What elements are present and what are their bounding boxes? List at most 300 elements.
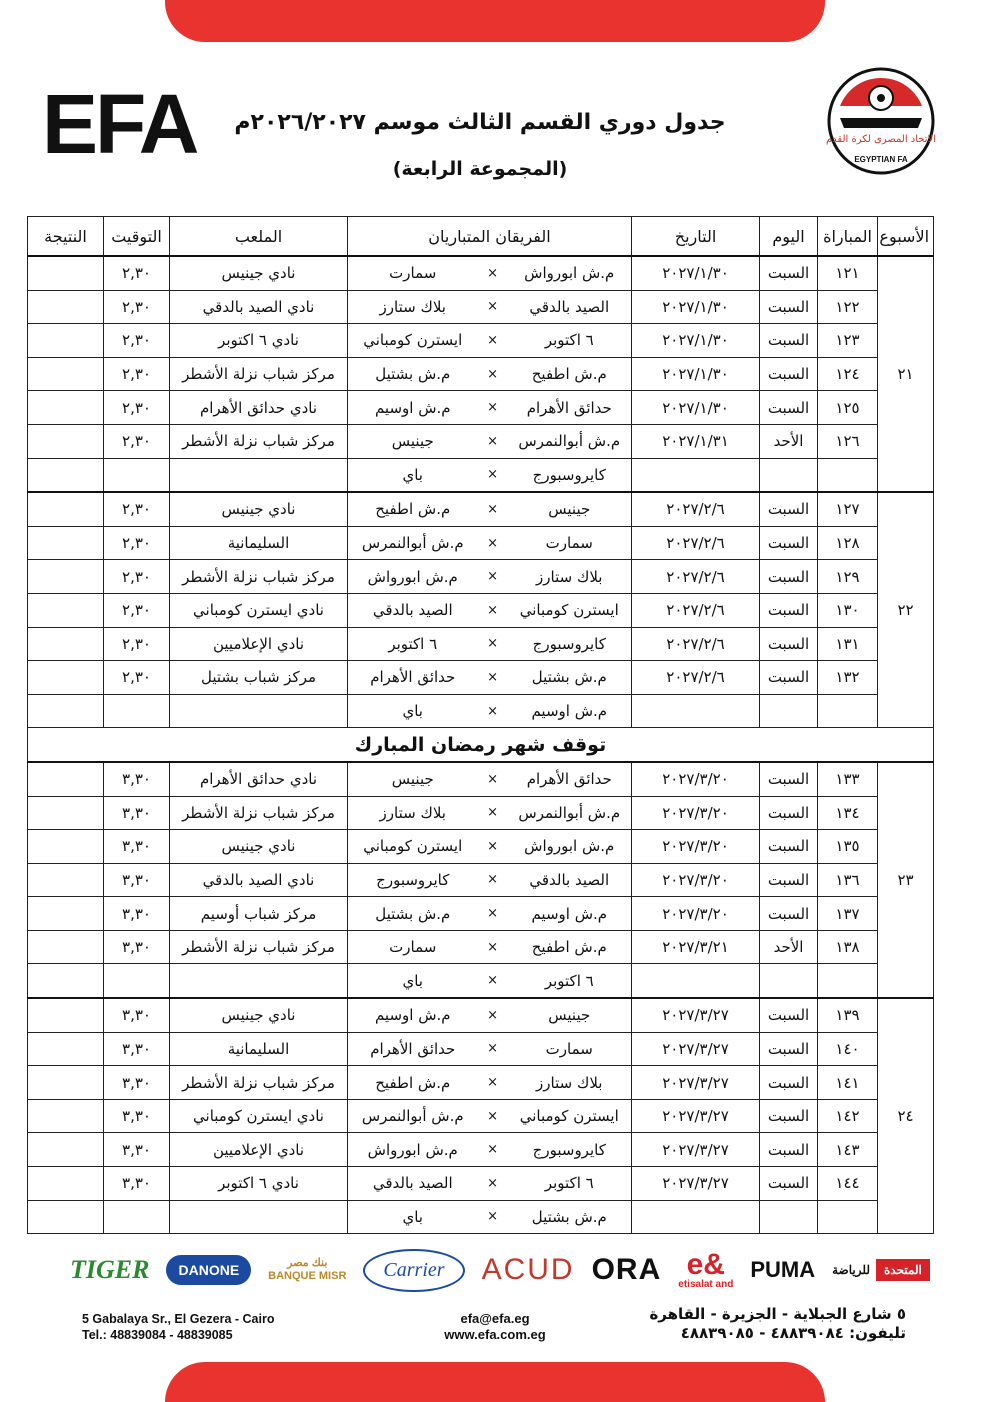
banque-misr-en: BANQUE MISR — [268, 1270, 347, 1282]
stadium-cell: السليمانية — [170, 526, 348, 560]
stadium-cell: مركز شباب أوسيم — [170, 897, 348, 931]
time-cell: ٣,٣٠ — [104, 1066, 170, 1100]
time-cell — [104, 694, 170, 728]
fixture-row — [28, 830, 934, 864]
day-cell: السبت — [760, 290, 818, 324]
vs-sign: × — [478, 998, 508, 1032]
date-cell: ٢٠٢٧/١/٣٠ — [632, 357, 760, 391]
result-cell — [28, 290, 104, 324]
time-cell: ٢,٣٠ — [104, 391, 170, 425]
day-cell: السبت — [760, 1167, 818, 1201]
match-number: ١٢١ — [818, 256, 878, 290]
time-cell: ٢,٣٠ — [104, 593, 170, 627]
team-b: الصيد بالدقي — [348, 593, 478, 627]
match-number: ١٤٠ — [818, 1032, 878, 1066]
team-a: جينيس — [508, 998, 632, 1032]
team-b: باي — [348, 964, 478, 998]
time-cell: ٢,٣٠ — [104, 424, 170, 458]
match-number: ١٣٣ — [818, 762, 878, 796]
team-b: م.ش اوسيم — [348, 998, 478, 1032]
time-cell: ٢,٣٠ — [104, 526, 170, 560]
day-cell: السبت — [760, 1099, 818, 1133]
time-cell: ٢,٣٠ — [104, 560, 170, 594]
mottahida-logo — [832, 1263, 930, 1277]
tiger-logo: TIGER — [70, 1255, 150, 1284]
footer-address-en — [82, 1311, 274, 1343]
result-cell — [28, 863, 104, 897]
date-cell: ٢٠٢٧/١/٣٠ — [632, 256, 760, 290]
team-b: ايسترن كومباني — [348, 830, 478, 864]
fixture-row — [28, 1167, 934, 1201]
puma-logo: PUMA — [750, 1257, 816, 1282]
vs-sign: × — [478, 694, 508, 728]
result-cell — [28, 1066, 104, 1100]
stadium-cell: مركز شباب نزلة الأشطر — [170, 357, 348, 391]
date-cell: ٢٠٢٧/١/٣٠ — [632, 391, 760, 425]
stadium-cell: مركز شباب نزلة الأشطر — [170, 1066, 348, 1100]
date-cell — [632, 1200, 760, 1234]
header-teams: الفريقان المتباريان — [348, 217, 632, 257]
vs-sign: × — [478, 256, 508, 290]
result-cell — [28, 762, 104, 796]
team-b: بلاك ستارز — [348, 796, 478, 830]
fixture-row — [28, 964, 934, 998]
email-link[interactable]: efa@efa.eg — [460, 1311, 530, 1326]
vs-sign: × — [478, 863, 508, 897]
team-a: حدائق الأهرام — [508, 762, 632, 796]
day-cell: السبت — [760, 391, 818, 425]
time-cell: ٣,٣٠ — [104, 998, 170, 1032]
stadium-cell: نادي جينيس — [170, 830, 348, 864]
time-cell — [104, 964, 170, 998]
top-decorative-bar — [165, 0, 825, 42]
result-cell — [28, 593, 104, 627]
fixtures-body — [28, 256, 934, 1234]
day-cell: السبت — [760, 256, 818, 290]
vs-sign: × — [478, 324, 508, 358]
day-cell: السبت — [760, 357, 818, 391]
team-a: بلاك ستارز — [508, 560, 632, 594]
time-cell: ٢,٣٠ — [104, 492, 170, 526]
team-a: الصيد بالدقي — [508, 863, 632, 897]
team-b: سمارت — [348, 930, 478, 964]
stadium-cell — [170, 1200, 348, 1234]
day-cell: السبت — [760, 1066, 818, 1100]
date-cell: ٢٠٢٧/٣/٢٧ — [632, 1167, 760, 1201]
result-cell — [28, 424, 104, 458]
result-cell — [28, 391, 104, 425]
tel-ar: تليفون: ٤٨٨٣٩٠٨٤ - ٤٨٨٣٩٠٨٥ — [680, 1324, 906, 1342]
team-a: م.ش اطفيح — [508, 930, 632, 964]
header-week: الأسبوع — [878, 217, 934, 257]
team-b: حدائق الأهرام — [348, 1032, 478, 1066]
emblem-text-en: EGYPTIAN FA — [854, 155, 908, 164]
date-cell: ٢٠٢٧/٣/٢٧ — [632, 1066, 760, 1100]
team-b: م.ش أبوالنمرس — [348, 526, 478, 560]
stadium-cell: نادي الإعلاميين — [170, 627, 348, 661]
stadium-cell: نادي جينيس — [170, 998, 348, 1032]
result-cell — [28, 1032, 104, 1066]
fixture-row — [28, 1032, 934, 1066]
day-cell — [760, 1200, 818, 1234]
date-cell: ٢٠٢٧/١/٣٠ — [632, 290, 760, 324]
vs-sign: × — [478, 424, 508, 458]
result-cell — [28, 661, 104, 695]
team-a: م.ش ابورواش — [508, 830, 632, 864]
stadium-cell: مركز شباب نزلة الأشطر — [170, 560, 348, 594]
result-cell — [28, 627, 104, 661]
stadium-cell: نادي ٦ اكتوبر — [170, 324, 348, 358]
team-b: جينيس — [348, 424, 478, 458]
team-a: سمارت — [508, 1032, 632, 1066]
day-cell: السبت — [760, 324, 818, 358]
match-number: ١٤٣ — [818, 1133, 878, 1167]
fixture-row — [28, 1066, 934, 1100]
day-cell: السبت — [760, 796, 818, 830]
result-cell — [28, 324, 104, 358]
match-number: ١٢٧ — [818, 492, 878, 526]
day-cell — [760, 964, 818, 998]
day-cell — [760, 458, 818, 492]
time-cell: ٢,٣٠ — [104, 324, 170, 358]
team-a: ٦ اكتوبر — [508, 964, 632, 998]
stadium-cell: نادي ٦ اكتوبر — [170, 1167, 348, 1201]
day-cell: الأحد — [760, 424, 818, 458]
team-a: كايروسبورج — [508, 1133, 632, 1167]
date-cell: ٢٠٢٧/٣/٢٠ — [632, 897, 760, 931]
day-cell: السبت — [760, 627, 818, 661]
stadium-cell — [170, 458, 348, 492]
stadium-cell: نادي الصيد بالدقي — [170, 290, 348, 324]
day-cell: السبت — [760, 830, 818, 864]
vs-sign: × — [478, 1133, 508, 1167]
fixture-row — [28, 762, 934, 796]
time-cell: ٣,٣٠ — [104, 1167, 170, 1201]
stadium-cell: نادي الصيد بالدقي — [170, 863, 348, 897]
day-cell — [760, 694, 818, 728]
stadium-cell: نادي ايسترن كومباني — [170, 1099, 348, 1133]
stadium-cell: مركز شباب نزلة الأشطر — [170, 796, 348, 830]
vs-sign: × — [478, 1200, 508, 1234]
fixture-row — [28, 863, 934, 897]
fixture-row — [28, 391, 934, 425]
match-number — [818, 964, 878, 998]
team-b: بلاك ستارز — [348, 290, 478, 324]
match-number: ١٣٤ — [818, 796, 878, 830]
team-a: م.ش أبوالنمرس — [508, 424, 632, 458]
week-cell: ٢٤ — [878, 998, 934, 1234]
header-day: اليوم — [760, 217, 818, 257]
mottahida-text: للرياضة — [832, 1263, 870, 1277]
match-number: ١٤٤ — [818, 1167, 878, 1201]
team-b: جينيس — [348, 762, 478, 796]
address-ar: ٥ شارع الجبلاية - الجزيرة - القاهرة — [649, 1305, 906, 1323]
vs-sign: × — [478, 1099, 508, 1133]
vs-sign: × — [478, 661, 508, 695]
time-cell — [104, 458, 170, 492]
time-cell: ٢,٣٠ — [104, 661, 170, 695]
vs-sign: × — [478, 391, 508, 425]
day-cell: السبت — [760, 1133, 818, 1167]
day-cell: السبت — [760, 762, 818, 796]
fixtures-table — [27, 216, 934, 1234]
vs-sign: × — [478, 526, 508, 560]
header-time: التوقيت — [104, 217, 170, 257]
team-b: سمارت — [348, 256, 478, 290]
match-number: ١٢٦ — [818, 424, 878, 458]
day-cell: السبت — [760, 1032, 818, 1066]
result-cell — [28, 998, 104, 1032]
team-b: باي — [348, 1200, 478, 1234]
result-cell — [28, 1167, 104, 1201]
team-a: بلاك ستارز — [508, 1066, 632, 1100]
team-b: م.ش ابورواش — [348, 560, 478, 594]
time-cell: ٣,٣٠ — [104, 830, 170, 864]
match-number: ١٢٢ — [818, 290, 878, 324]
fixture-row — [28, 930, 934, 964]
vs-sign: × — [478, 930, 508, 964]
date-cell: ٢٠٢٧/٢/٦ — [632, 661, 760, 695]
date-cell: ٢٠٢٧/٣/٢٧ — [632, 1099, 760, 1133]
team-a: م.ش بشتيل — [508, 1200, 632, 1234]
danone-logo: DANONE — [166, 1255, 251, 1285]
team-a: ٦ اكتوبر — [508, 1167, 632, 1201]
time-cell: ٣,٣٠ — [104, 1133, 170, 1167]
footer-address-ar — [649, 1305, 906, 1343]
vs-sign: × — [478, 830, 508, 864]
time-cell — [104, 1200, 170, 1234]
team-b: باي — [348, 694, 478, 728]
vs-sign: × — [478, 897, 508, 931]
date-cell: ٢٠٢٧/٢/٦ — [632, 560, 760, 594]
stadium-cell: نادي حدائق الأهرام — [170, 762, 348, 796]
date-cell: ٢٠٢٧/٢/٦ — [632, 492, 760, 526]
team-b: الصيد بالدقي — [348, 1167, 478, 1201]
vs-sign: × — [478, 1032, 508, 1066]
fixture-row — [28, 796, 934, 830]
day-cell: السبت — [760, 560, 818, 594]
fixture-row — [28, 661, 934, 695]
result-cell — [28, 830, 104, 864]
footer-contact — [430, 1311, 560, 1343]
date-cell: ٢٠٢٧/٣/٢٧ — [632, 1032, 760, 1066]
vs-sign: × — [478, 1167, 508, 1201]
header-result: النتيجة — [28, 217, 104, 257]
result-cell — [28, 897, 104, 931]
result-cell — [28, 694, 104, 728]
fixture-row — [28, 897, 934, 931]
team-b: باي — [348, 458, 478, 492]
team-a: م.ش ابورواش — [508, 256, 632, 290]
team-a: ايسترن كومباني — [508, 1099, 632, 1133]
match-number: ١٢٩ — [818, 560, 878, 594]
day-cell: السبت — [760, 526, 818, 560]
egyptian-fa-emblem — [826, 66, 936, 176]
team-a: م.ش اوسيم — [508, 897, 632, 931]
stadium-cell: نادي حدائق الأهرام — [170, 391, 348, 425]
match-number: ١٣٢ — [818, 661, 878, 695]
team-b: م.ش أبوالنمرس — [348, 1099, 478, 1133]
time-cell: ٣,٣٠ — [104, 762, 170, 796]
result-cell — [28, 964, 104, 998]
week-cell: ٢١ — [878, 256, 934, 492]
eand-mark: e& — [686, 1248, 725, 1281]
table-header-row — [28, 217, 934, 257]
vs-sign: × — [478, 1066, 508, 1100]
banque-misr-logo — [268, 1257, 346, 1283]
stadium-cell: نادي ايسترن كومباني — [170, 593, 348, 627]
stadium-cell: نادي جينيس — [170, 492, 348, 526]
result-cell — [28, 1099, 104, 1133]
team-b: م.ش بشتيل — [348, 357, 478, 391]
fixture-row — [28, 627, 934, 661]
page-title: جدول دوري القسم الثالث موسم ٢٠٢٦/٢٠٢٧م — [234, 110, 726, 135]
eand-text: etisalat and — [678, 1279, 734, 1290]
date-cell: ٢٠٢٧/٣/٢٠ — [632, 830, 760, 864]
vs-sign: × — [478, 964, 508, 998]
mottahida-red-label: المتحدة — [876, 1259, 930, 1281]
match-number — [818, 458, 878, 492]
result-cell — [28, 256, 104, 290]
stadium-cell — [170, 964, 348, 998]
date-cell: ٢٠٢٧/٣/٢٠ — [632, 762, 760, 796]
match-number: ١٤٢ — [818, 1099, 878, 1133]
efa-logo: EFA — [42, 77, 197, 171]
team-b: ايسترن كومباني — [348, 324, 478, 358]
time-cell: ٣,٣٠ — [104, 863, 170, 897]
day-cell: السبت — [760, 863, 818, 897]
result-cell — [28, 357, 104, 391]
team-b: م.ش اطفيح — [348, 1066, 478, 1100]
team-a: م.ش بشتيل — [508, 661, 632, 695]
stadium-cell: نادي جينيس — [170, 256, 348, 290]
vs-sign: × — [478, 492, 508, 526]
vs-sign: × — [478, 290, 508, 324]
fixture-row — [28, 424, 934, 458]
team-b: م.ش اوسيم — [348, 391, 478, 425]
stadium-cell: مركز شباب بشتيل — [170, 661, 348, 695]
team-a: م.ش أبوالنمرس — [508, 796, 632, 830]
result-cell — [28, 526, 104, 560]
stadium-cell: السليمانية — [170, 1032, 348, 1066]
time-cell: ٢,٣٠ — [104, 357, 170, 391]
date-cell: ٢٠٢٧/٢/٦ — [632, 627, 760, 661]
ramadan-break-label: توقف شهر رمضان المبارك — [28, 728, 934, 762]
day-cell: الأحد — [760, 930, 818, 964]
day-cell: السبت — [760, 998, 818, 1032]
date-cell — [632, 458, 760, 492]
team-b: حدائق الأهرام — [348, 661, 478, 695]
date-cell: ٢٠٢٧/٣/٢٠ — [632, 796, 760, 830]
match-number: ١٣٩ — [818, 998, 878, 1032]
time-cell: ٣,٣٠ — [104, 930, 170, 964]
time-cell: ٢,٣٠ — [104, 627, 170, 661]
team-a: م.ش اطفيح — [508, 357, 632, 391]
vs-sign: × — [478, 357, 508, 391]
vs-sign: × — [478, 762, 508, 796]
team-b: م.ش ابورواش — [348, 1133, 478, 1167]
date-cell: ٢٠٢٧/٣/٢١ — [632, 930, 760, 964]
date-cell: ٢٠٢٧/٣/٢٠ — [632, 863, 760, 897]
team-b: كايروسبورج — [348, 863, 478, 897]
match-number: ١٢٥ — [818, 391, 878, 425]
sponsors-strip — [70, 1245, 930, 1295]
fixture-row — [28, 324, 934, 358]
stadium-cell — [170, 694, 348, 728]
team-b: م.ش بشتيل — [348, 897, 478, 931]
match-number — [818, 1200, 878, 1234]
match-number: ١٣٠ — [818, 593, 878, 627]
result-cell — [28, 1133, 104, 1167]
team-a: ايسترن كومباني — [508, 593, 632, 627]
result-cell — [28, 560, 104, 594]
fixture-row — [28, 290, 934, 324]
match-number: ١٤١ — [818, 1066, 878, 1100]
acud-logo: ACUD — [481, 1253, 575, 1286]
date-cell: ٢٠٢٧/١/٣٠ — [632, 324, 760, 358]
fixture-row — [28, 694, 934, 728]
match-number: ١٢٣ — [818, 324, 878, 358]
team-a: م.ش اوسيم — [508, 694, 632, 728]
match-number: ١٣١ — [818, 627, 878, 661]
date-cell: ٢٠٢٧/٣/٢٧ — [632, 1133, 760, 1167]
time-cell: ٢,٣٠ — [104, 256, 170, 290]
page-subtitle: (المجموعة الرابعة) — [392, 158, 568, 180]
fixture-row — [28, 526, 934, 560]
header-stadium: الملعب — [170, 217, 348, 257]
fixture-row — [28, 593, 934, 627]
fixture-row — [28, 492, 934, 526]
fixture-row — [28, 560, 934, 594]
address-en: 5 Gabalaya Sr., El Gezera - Cairo — [82, 1312, 275, 1326]
bottom-decorative-bar — [165, 1362, 825, 1402]
team-a: كايروسبورج — [508, 627, 632, 661]
ramadan-break-row — [28, 728, 934, 762]
result-cell — [28, 492, 104, 526]
header-match: المباراة — [818, 217, 878, 257]
carrier-logo: Carrier — [363, 1249, 464, 1292]
fixture-row — [28, 458, 934, 492]
website-link[interactable]: www.efa.com.eg — [444, 1327, 546, 1342]
match-number: ١٣٥ — [818, 830, 878, 864]
stadium-cell: مركز شباب نزلة الأشطر — [170, 424, 348, 458]
fixture-row — [28, 1099, 934, 1133]
tel-en: Tel.: 48839084 - 48839085 — [82, 1328, 233, 1342]
team-a: ٦ اكتوبر — [508, 324, 632, 358]
time-cell: ٣,٣٠ — [104, 897, 170, 931]
time-cell: ٣,٣٠ — [104, 1032, 170, 1066]
day-cell: السبت — [760, 661, 818, 695]
fixture-row — [28, 357, 934, 391]
stadium-cell: مركز شباب نزلة الأشطر — [170, 930, 348, 964]
time-cell: ٣,٣٠ — [104, 1099, 170, 1133]
day-cell: السبت — [760, 897, 818, 931]
fixture-row — [28, 256, 934, 290]
banque-misr-ar: بنك مصر — [287, 1256, 328, 1269]
vs-sign: × — [478, 458, 508, 492]
date-cell: ٢٠٢٧/٢/٦ — [632, 593, 760, 627]
match-number: ١٢٨ — [818, 526, 878, 560]
week-cell: ٢٢ — [878, 492, 934, 728]
emblem-text: الاتحاد المصرى لكرة القدم — [826, 134, 936, 145]
ora-logo: ORA — [591, 1253, 662, 1286]
date-cell: ٢٠٢٧/١/٣١ — [632, 424, 760, 458]
team-a: حدائق الأهرام — [508, 391, 632, 425]
result-cell — [28, 796, 104, 830]
result-cell — [28, 930, 104, 964]
vs-sign: × — [478, 560, 508, 594]
team-a: سمارت — [508, 526, 632, 560]
